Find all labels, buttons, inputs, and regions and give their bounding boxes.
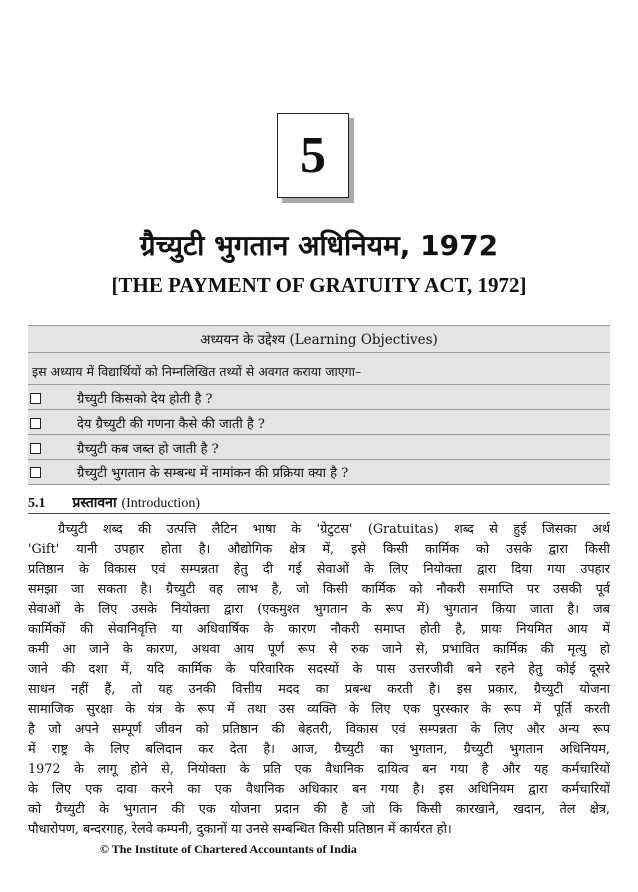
objective-text: देय ग्रैच्युटी की गणना कैसे की जाती है ? xyxy=(77,417,265,432)
section-title-english: (Introduction) xyxy=(121,496,200,511)
objective-item xyxy=(30,463,348,481)
paragraph-line: कमी आ जाने के कारण, अथवा आय पूर्ण रूप से रुक जाने से, प्रभावित कार्मिक की मृत्यु हो xyxy=(28,642,610,657)
section-number: 5.1 xyxy=(28,496,46,511)
divider xyxy=(28,434,610,435)
objective-item xyxy=(30,439,219,457)
objective-text: ग्रैच्युटी भुगतान के सम्बन्ध में नामांकन की प्रक्रिया क्या है ? xyxy=(77,466,349,481)
paragraph-line: जाने की दशा में, यदि कार्मिक के परिवारिक सदस्यों के पास उत्तरजीवी बने रहने हेतु कोई दूसरे xyxy=(28,662,610,677)
objective-text: ग्रैच्युटी किसको देय होती है ? xyxy=(77,392,213,407)
chapter-title-english: [THE PAYMENT OF GRATUITY ACT, 1972] xyxy=(111,273,527,297)
page-footer: © The Institute of Chartered Accountants of India xyxy=(100,842,357,856)
section-title-hindi: प्रस्तावना xyxy=(72,495,117,511)
objectives-intro: इस अध्याय में विद्यार्थियों को निम्नलिखित तथ्यों से अवगत कराया जाएगा– xyxy=(32,364,362,379)
divider xyxy=(28,459,610,460)
paragraph-line: में राष्ट्र के लिए बलिदान कर देता है। आज, ग्रैच्युटी का भुगतान, ग्रैच्युटी भुगतान अधिनियम, xyxy=(28,742,610,757)
section-heading xyxy=(28,493,200,512)
paragraph-line: 'Gift' यानी उपहार होता है। औद्योगिक क्षेत्र में, इसे किसी कार्मिक को उसके द्वारा किसी xyxy=(28,542,610,557)
chapter-title-hindi: ग्रैच्युटी भुगतान अधिनियम, 1972 xyxy=(139,229,499,262)
divider xyxy=(28,352,610,353)
section-rule xyxy=(28,513,610,514)
divider xyxy=(28,484,610,485)
checkbox-bullet-icon xyxy=(30,418,41,429)
paragraph-line: के लिए एक दावा करने का एक वैधानिक अधिकार बन गया है। इस अधिनियम द्वारा कर्मचारियों xyxy=(28,782,610,797)
paragraph-line: ग्रैच्युटी शब्द की उत्पत्ति लैटिन भाषा के 'ग्रेटुटस' (Gratuitas) शब्द से हुई जिसका अर्थ xyxy=(58,522,610,537)
objective-item xyxy=(30,414,265,432)
paragraph-line: पौधारोपण, बन्दरगाह, रेलवे कम्पनी, दुकानों या उनसे सम्बन्धित किसी प्रतिष्ठान में कार्यरत हो। xyxy=(28,822,452,837)
paragraph-line: 1972 के लागू होने से, नियोक्ता के प्रति एक वैधानिक दायित्व बन गया है और यह कर्मचारियों xyxy=(28,762,610,777)
checkbox-bullet-icon xyxy=(30,443,41,454)
paragraph-line: सेवाओं के लिए उसके नियोक्ता द्वारा (एकमुश्त भुगतान के रूप में) भुगतान किया जाता है। जब xyxy=(28,602,610,617)
paragraph-line: है जो अपने सम्पूर्ण जीवन को प्रतिष्ठान की बेहतरी, विकास एवं सम्पन्नता के लिए और अन्य रूप xyxy=(28,722,610,737)
chapter-number-box xyxy=(277,113,349,198)
divider xyxy=(28,409,610,410)
divider xyxy=(28,384,610,385)
chapter-number: 5 xyxy=(300,127,326,184)
checkbox-bullet-icon xyxy=(30,393,41,404)
paragraph-line: प्रतिष्ठान के विकास एवं सम्पन्नता हेतु दी गई सेवाओं के लिए नियोक्ता द्वारा दिया गया उपहार xyxy=(28,562,610,577)
objective-text: ग्रैच्युटी कब जब्त हो जाती है ? xyxy=(77,442,219,457)
paragraph-line: सामाजिक सुरक्षा के यंत्र के रूप में तथा उस व्यक्ति के लिए एक पुरस्कार के रूप में पूर्ति करती xyxy=(28,702,610,717)
objective-item xyxy=(30,389,212,407)
divider xyxy=(28,325,610,326)
checkbox-bullet-icon xyxy=(30,467,41,478)
paragraph-line: को ग्रैच्युटी के भुगतान की एक योजना प्रदान की है जो कि किसी कारखाने, खदान, तेल क्षेत्र, xyxy=(28,802,610,817)
objectives-header: अध्ययन के उद्देश्य (Learning Objectives) xyxy=(200,332,438,348)
paragraph-line: समझा जा सकता है। ग्रैच्युटी वह लाभ है, जो किसी कार्मिक को नौकरी समाप्ति पर उसकी पूर्व xyxy=(28,582,610,597)
paragraph-line: साधन नहीं हैं, तो यह उनकी वित्तीय मदद का प्रबन्ध करती है। इस प्रकार, ग्रैच्युटी योजना xyxy=(28,682,610,697)
paragraph-line: कार्मिकों की सेवानिवृत्ति या अधिवार्षिक के कारण नौकरी समाप्त होती है, प्रायः नियमित आय में xyxy=(28,622,610,637)
